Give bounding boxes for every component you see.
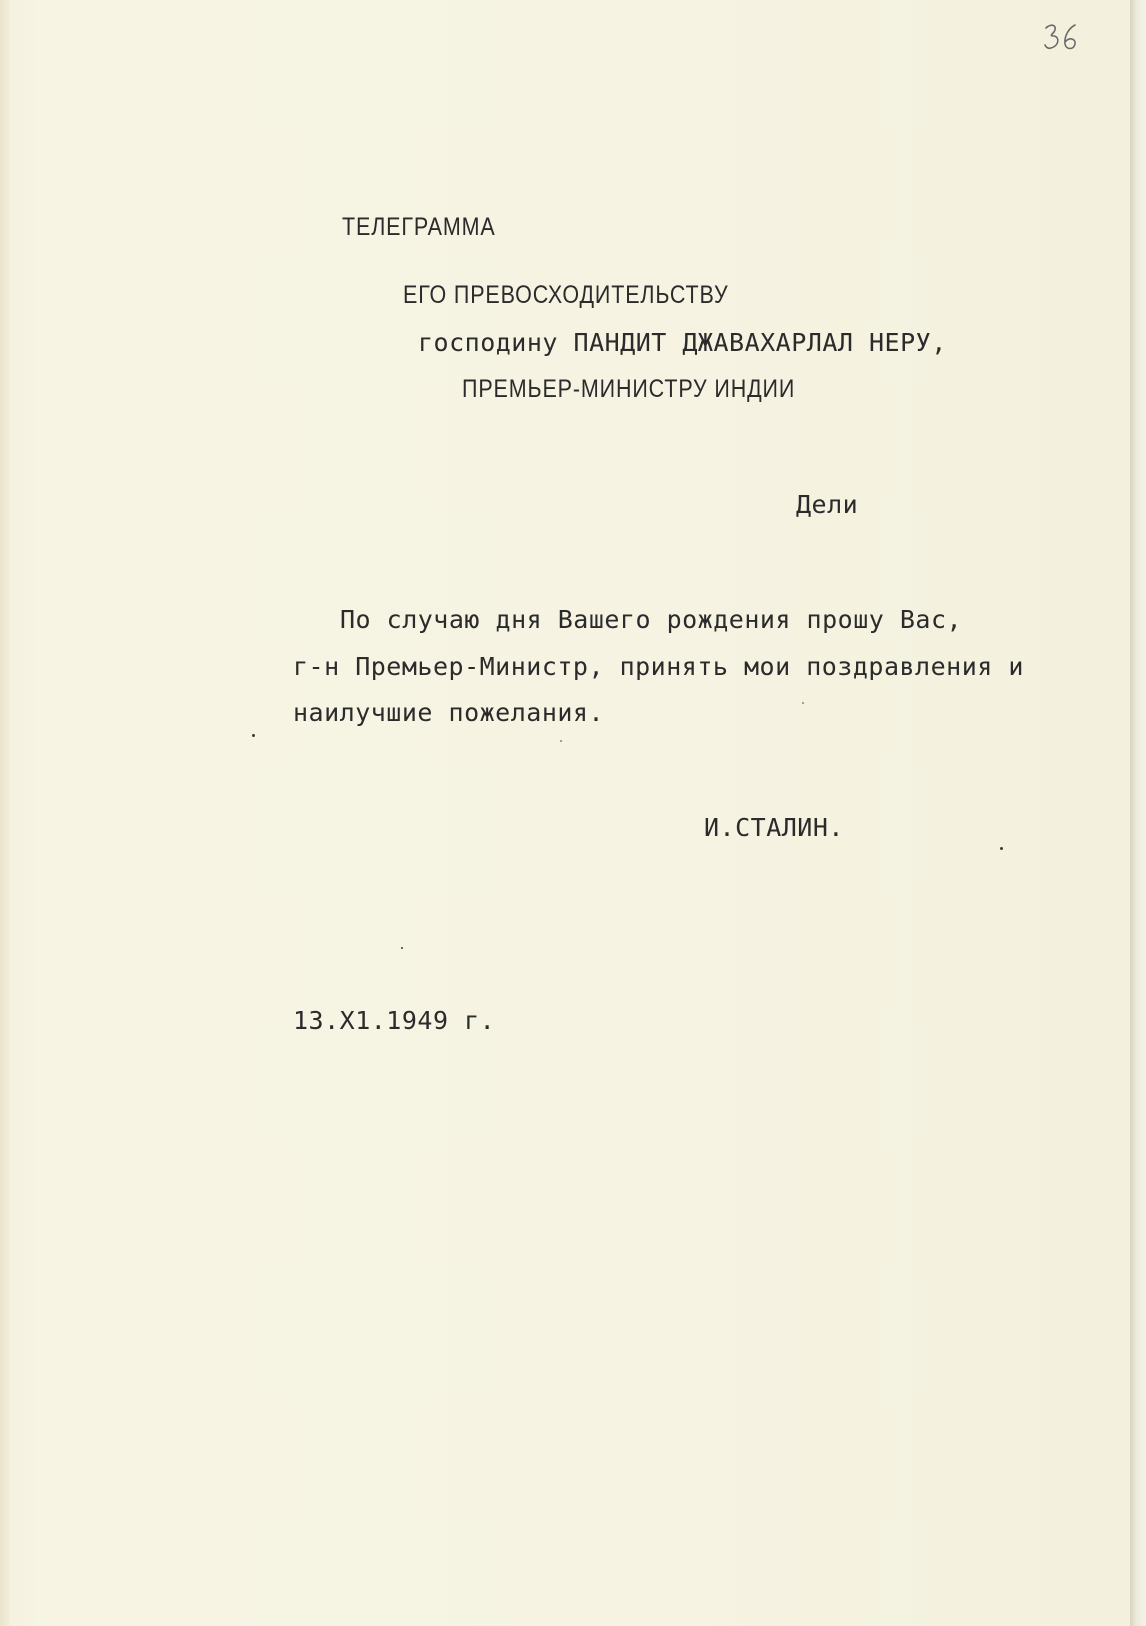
telegram-heading: ТЕЛЕГРАММА [342, 213, 496, 241]
addressee-line-1: ЕГО ПРЕВОСХОДИТЕЛЬСТВУ [403, 281, 729, 309]
handwritten-page-number [1042, 22, 1082, 54]
addressee-line-2: господину ПАНДИТ ДЖАВАХАРЛАЛ НЕРУ, [418, 328, 947, 357]
addressee-line-3: ПРЕМЬЕР-МИНИСТРУ ИНДИИ [462, 375, 796, 403]
paper-speck [252, 734, 255, 737]
paper-speck [802, 702, 804, 704]
city-line: Дели [796, 490, 859, 519]
paper-right-edge [1130, 0, 1146, 1626]
paper-left-edge [0, 0, 10, 1626]
body-line-3: наилучшие пожелания. [293, 698, 605, 727]
signature: И.СТАЛИН. [704, 813, 844, 842]
body-line-2: г-н Премьер-Министр, принять мои поздравления и [293, 652, 1024, 681]
paper-speck [560, 740, 562, 742]
paper-speck [1000, 847, 1003, 850]
date-line: 13.Х1.1949 г. [293, 1006, 496, 1035]
body-line-1: По случаю дня Вашего рождения прошу Вас, [340, 605, 963, 634]
paper-speck [401, 947, 403, 949]
